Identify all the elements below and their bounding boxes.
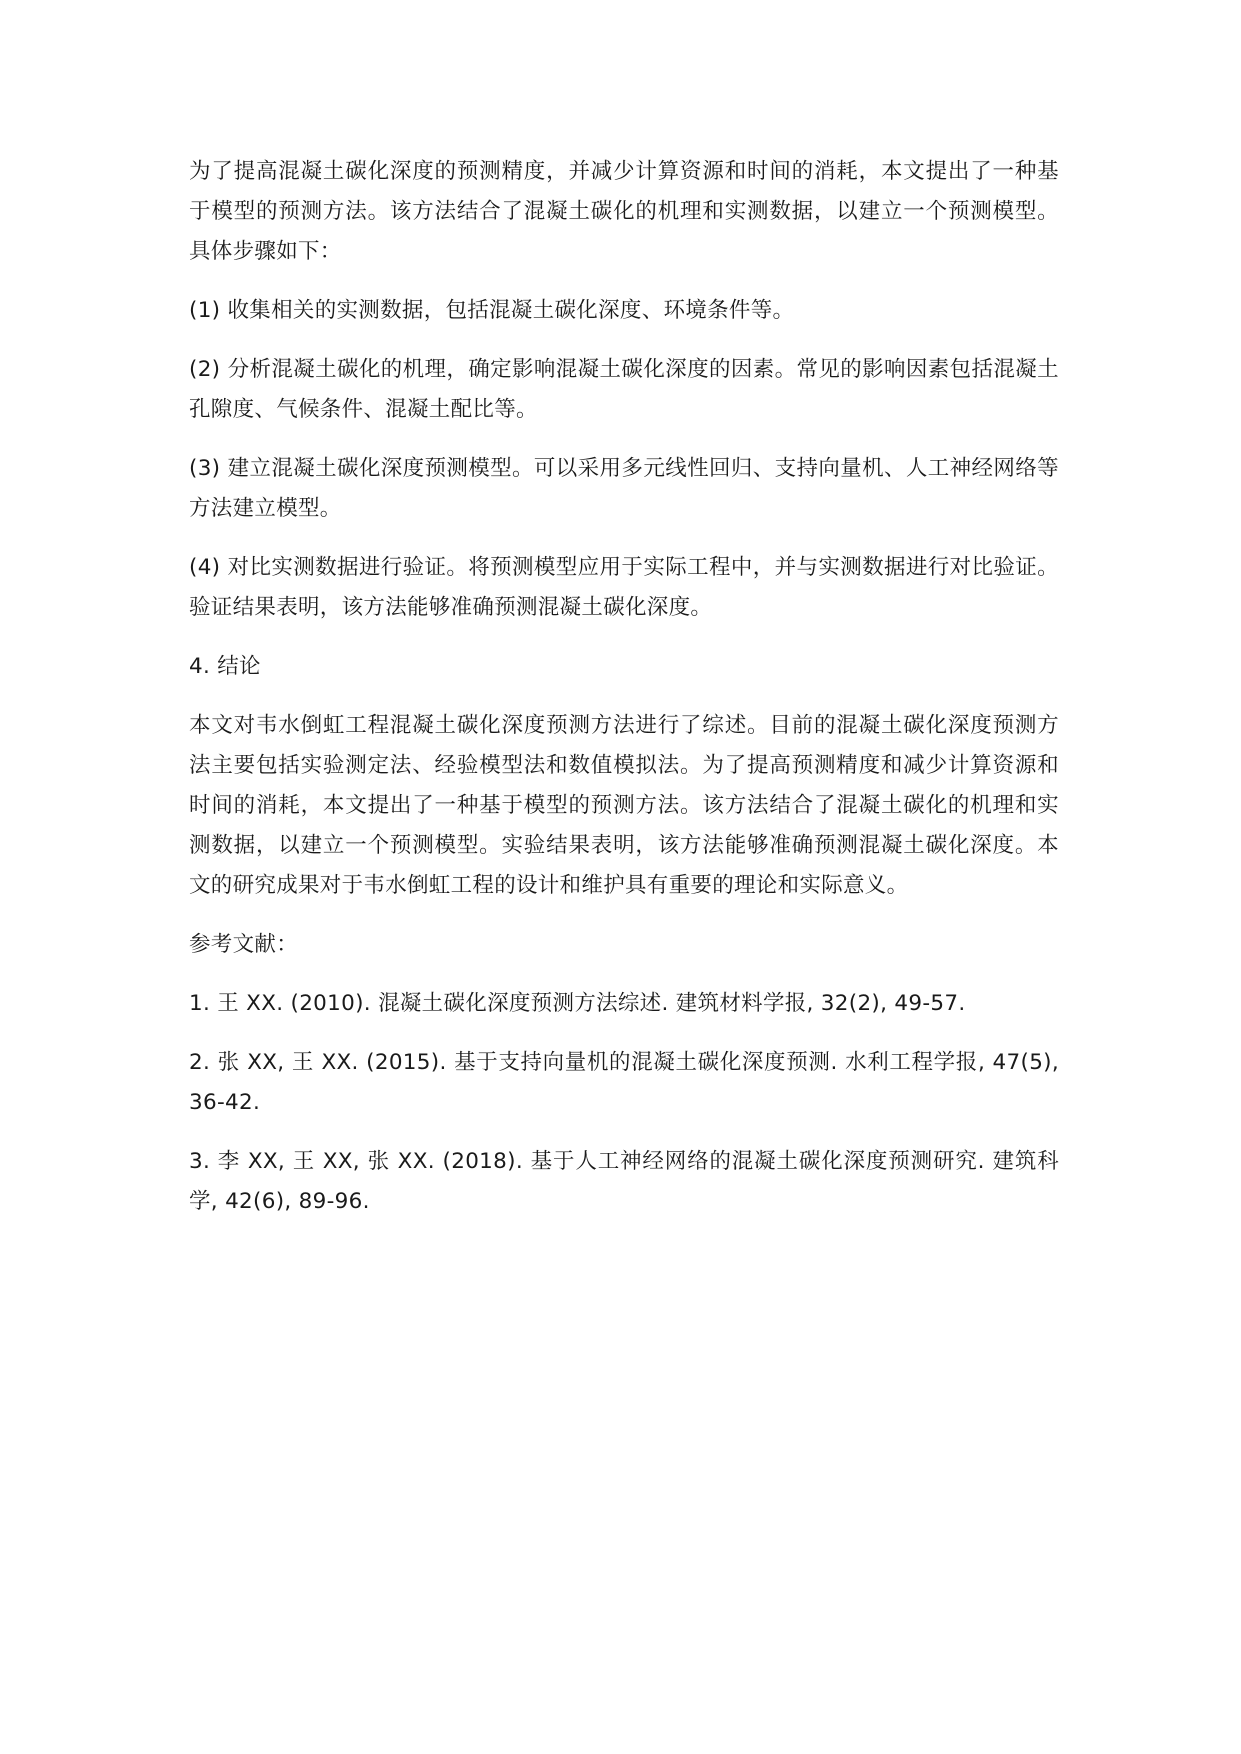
step-1: (1) 收集相关的实测数据，包括混凝土碳化深度、环境条件等。 (189, 298, 795, 323)
step-2: (2) 分析混凝土碳化的机理，确定影响混凝土碳化深度的因素。常见的影响因素包括混凝土孔隙度、气候条件、混凝土配比等。 (189, 357, 1059, 422)
reference-item-2: 2. 张 XX, 王 XX. (2015). 基于支持向量机的混凝土碳化深度预测. 水利工程学报, 47(5), 36-42. (189, 1050, 1059, 1115)
reference-item-1: 1. 王 XX. (2010). 混凝土碳化深度预测方法综述. 建筑材料学报, 32(2), 49-57. (189, 991, 966, 1016)
conclusion-heading: 4. 结论 (189, 654, 261, 679)
conclusion-paragraph: 本文对韦水倒虹工程混凝土碳化深度预测方法进行了综述。目前的混凝土碳化深度预测方法主要包括实验测定法、经验模型法和数值模拟法。为了提高预测精度和减少计算资源和时间的消耗，本文提出了一种基于模型的预测方法。该方法结合了混凝土碳化的机理和实测数据，以建立一个预测模型。实验结果表明，该方法能够准确预测混凝土碳化深度。本文的研究成果对于韦水倒虹工程的设计和维护具有重要的理论和实际意义。 (189, 713, 1059, 898)
step-4: (4) 对比实测数据进行验证。将预测模型应用于实际工程中，并与实测数据进行对比验证。验证结果表明，该方法能够准确预测混凝土碳化深度。 (189, 555, 1059, 620)
reference-item-3: 3. 李 XX, 王 XX, 张 XX. (2018). 基于人工神经网络的混凝土碳化深度预测研究. 建筑科学, 42(6), 89-96. (189, 1149, 1059, 1214)
step-3: (3) 建立混凝土碳化深度预测模型。可以采用多元线性回归、支持向量机、人工神经网络等方法建立模型。 (189, 456, 1059, 521)
document-page (189, 152, 1059, 1241)
intro-paragraph: 为了提高混凝土碳化深度的预测精度，并减少计算资源和时间的消耗，本文提出了一种基于模型的预测方法。该方法结合了混凝土碳化的机理和实测数据，以建立一个预测模型。具体步骤如下： (189, 159, 1059, 264)
references-heading: 参考文献： (189, 932, 299, 957)
